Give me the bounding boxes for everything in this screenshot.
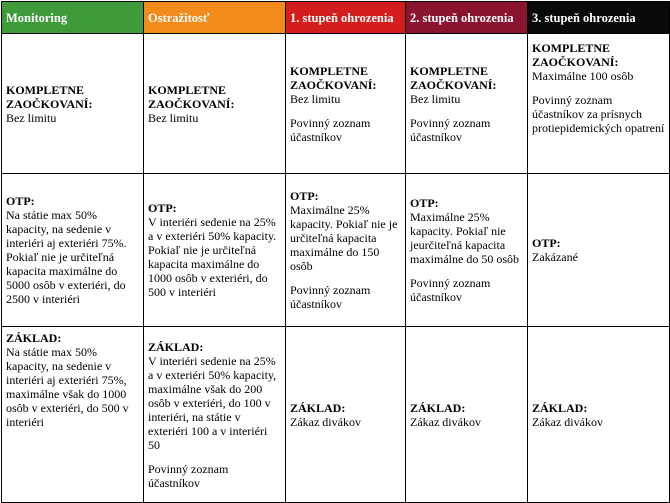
header-monitoring: Monitoring: [2, 2, 144, 34]
cell-label: ZÁKLAD:: [410, 400, 466, 415]
cell-extra: Povinný zoznam účastníkov za prísnych protiepidemických opatrení: [532, 93, 665, 135]
cell-monitoring-zaklad: [2, 327, 144, 503]
cell-text: V interiéri sedenie na 25% a v exteriéri 50% kapacity, maximálne však do 200 osôb v exteriéri, do 100 v interiéri, na státie v exteriéri 100 a v interiéri 50: [148, 353, 277, 452]
cell-stupen1-zaklad: [286, 327, 406, 503]
cell-label: OTP:: [6, 194, 35, 208]
cell-stupen3-zaockovani: [528, 34, 670, 174]
event-rules-table: [1, 1, 670, 503]
cell-text: V interiéri sedenie na 25% a v exteriéri 50% kapacity. Pokiaľ nie je určiteľná kapacita maximálne do 1000 osôb v exteriéri, do 500 v interiéri: [148, 215, 277, 299]
cell-label: OTP:: [532, 236, 561, 250]
cell-text: Maximálne 25% kapacity. Pokiaľ nie je určiteľná kapacita maximálne do 150 osôb: [290, 203, 398, 273]
cell-text: Bez limitu: [6, 110, 57, 125]
cell-ostrazitost-otp: [144, 174, 286, 327]
cell-extra: Povinný zoznam účastníkov: [410, 115, 491, 144]
cell-stupen3-zaklad: [528, 327, 670, 503]
cell-stupen2-zaockovani: [406, 34, 528, 174]
row-zaklad: [2, 327, 670, 503]
cell-label: OTP:: [290, 189, 319, 203]
cell-extra: Povinný zoznam účastníkov: [290, 115, 371, 144]
cell-label: KOMPLETNE ZAOČKOVANÍ:: [532, 41, 619, 69]
header-row: [2, 2, 670, 34]
cell-stupen1-otp: [286, 174, 406, 327]
cell-text: Bez limitu: [410, 91, 461, 106]
cell-text: Na státie max 50% kapacity, na sedenie v interiéri aj exteriéri 75%. Pokiaľ nie je určiteľná kapacita maximálne do 5000 osôb v exteriéri, do 2500 v interiéri: [6, 208, 127, 306]
cell-label: OTP:: [410, 196, 439, 210]
cell-stupen2-otp: [406, 174, 528, 327]
cell-text: Bez limitu: [148, 110, 199, 125]
cell-extra: Povinný zoznam účastníkov: [410, 276, 491, 304]
cell-text: Zákaz divákov: [290, 414, 361, 429]
cell-label: OTP:: [148, 201, 177, 215]
cell-text: Zakázané: [532, 250, 578, 264]
cell-text: Zákaz divákov: [532, 414, 603, 429]
cell-label: ZÁKLAD:: [290, 400, 346, 415]
header-stupen-2: 2. stupeň ohrozenia: [406, 2, 528, 34]
row-kompletne-zaockovani: [2, 34, 670, 174]
cell-text: Maximálne 25% kapacity. Pokiaľ nie jeurčiteľná kapacita maximálne do 50 osôb: [410, 210, 519, 266]
cell-text: Maximálne 100 osôb: [532, 69, 634, 83]
cell-label: ZÁKLAD:: [6, 331, 62, 345]
cell-text: Bez limitu: [290, 91, 341, 106]
cell-label: ZÁKLAD:: [148, 339, 204, 354]
cell-text: Zákaz divákov: [410, 414, 481, 429]
cell-extra: Povinný zoznam účastníkov: [290, 283, 371, 311]
cell-ostrazitost-zaklad: [144, 327, 286, 503]
cell-label: KOMPLETNE ZAOČKOVANÍ:: [148, 82, 235, 111]
header-stupen-1: 1. stupeň ohrozenia: [286, 2, 406, 34]
cell-monitoring-zaockovani: [2, 34, 144, 174]
cell-stupen1-zaockovani: [286, 34, 406, 174]
cell-stupen2-zaklad: [406, 327, 528, 503]
row-otp: [2, 174, 670, 327]
cell-label: KOMPLETNE ZAOČKOVANÍ:: [6, 82, 93, 111]
cell-label: KOMPLETNE ZAOČKOVANÍ:: [290, 63, 377, 92]
cell-stupen3-otp: [528, 174, 670, 327]
cell-text: Na státie max 50% kapacity, na sedenie v interiéri aj exteriéri 75%, maximálne však do 1000 osôb v exteriéri, do 500 v interiéri: [6, 345, 129, 429]
cell-ostrazitost-zaockovani: [144, 34, 286, 174]
cell-label: KOMPLETNE ZAOČKOVANÍ:: [410, 63, 497, 92]
header-stupen-3: 3. stupeň ohrozenia: [528, 2, 670, 34]
cell-extra: Povinný zoznam účastníkov: [148, 461, 229, 490]
header-ostrazitost: Ostražitosť: [144, 2, 286, 34]
cell-monitoring-otp: [2, 174, 144, 327]
cell-label: ZÁKLAD:: [532, 400, 588, 415]
